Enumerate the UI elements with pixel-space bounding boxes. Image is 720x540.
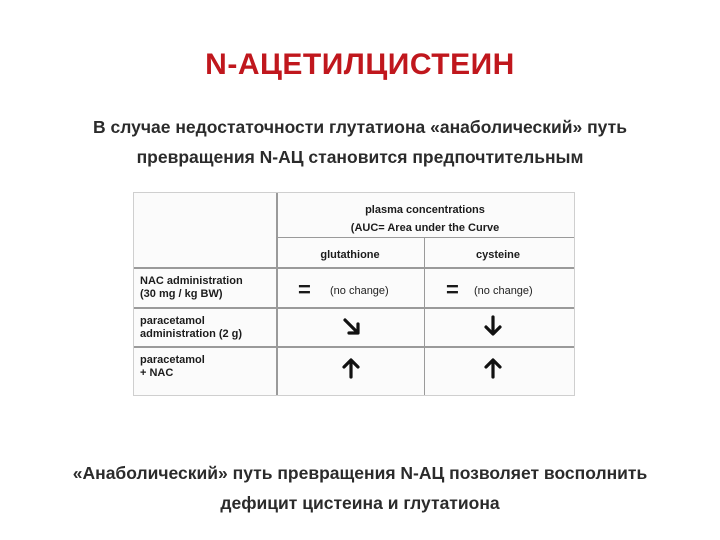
- table-divider-h2: [134, 307, 574, 309]
- row-label-line: (30 mg / kg BW): [140, 288, 223, 300]
- slide-footer: [10, 458, 710, 518]
- row-label-line: NAC administration: [140, 275, 243, 287]
- subtitle-line-1: В случае недостаточности глутатиона «анаболический» путь: [93, 117, 627, 137]
- slide-title: N-АЦЕТИЛЦИСТЕИН: [205, 48, 515, 81]
- equals-sign: =: [298, 277, 311, 302]
- row-label-line: paracetamol: [140, 315, 205, 327]
- row-label-paracetamol-nac: [140, 354, 274, 380]
- row-label-nac: [140, 275, 274, 301]
- table-divider-v1: [276, 193, 278, 395]
- column-header-cysteine: cysteine: [475, 249, 521, 261]
- table-divider-h1: [134, 267, 574, 269]
- row-label-line: + NAC: [140, 367, 174, 379]
- arrow-up-icon: [342, 357, 360, 379]
- subtitle-line-2: превращения N-АЦ становится предпочтительным: [136, 147, 584, 167]
- arrow-up-icon: [484, 357, 502, 379]
- no-change-text: (no change): [474, 285, 533, 297]
- row-label-line: administration (2 g): [140, 328, 243, 340]
- arrow-down-right-icon: [342, 317, 362, 337]
- row-label-paracetamol: [140, 315, 274, 341]
- equals-sign: =: [446, 277, 459, 302]
- concentration-table: [133, 192, 575, 396]
- footer-line-1: «Анаболический» путь превращения N-АЦ позволяет восполнить: [72, 463, 648, 483]
- table-divider-h0: [276, 237, 574, 238]
- row-label-line: paracetamol: [140, 354, 205, 366]
- footer-line-2: дефицит цистеина и глутатиона: [220, 493, 500, 513]
- no-change-text: (no change): [330, 285, 389, 297]
- header-auc: (AUC= Area under the Curve: [350, 222, 500, 234]
- table-divider-v2: [424, 237, 425, 395]
- arrow-down-icon: [484, 315, 502, 337]
- slide-subtitle: [30, 112, 690, 172]
- header-plasma-concentrations: plasma concentrations: [365, 204, 485, 216]
- column-header-glutathione: glutathione: [320, 249, 380, 261]
- table-divider-h3: [134, 346, 574, 348]
